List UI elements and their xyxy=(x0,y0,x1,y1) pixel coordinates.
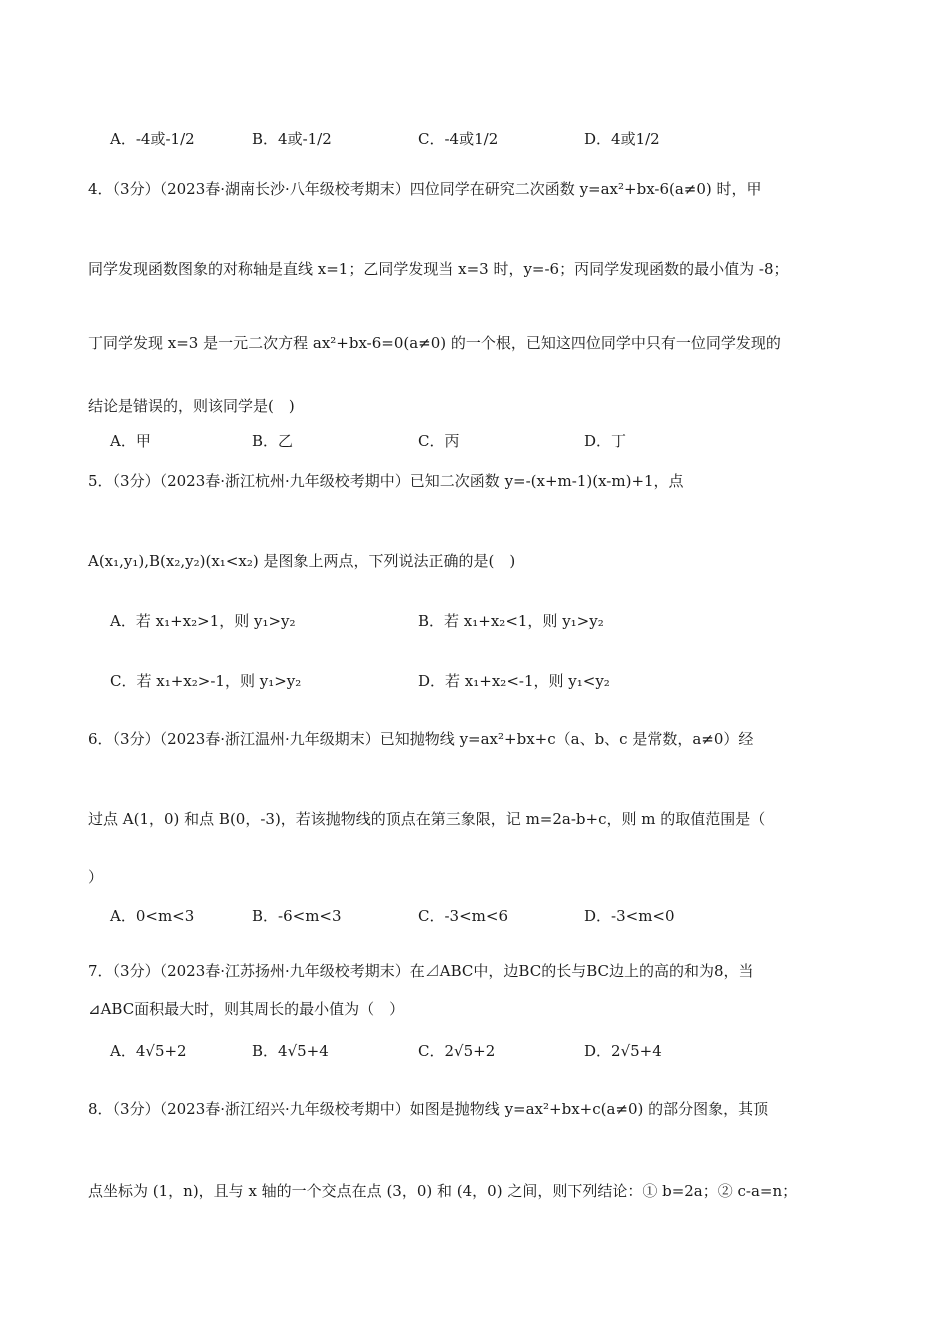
q6-option-b[interactable]: B．-6<m<3 xyxy=(252,907,342,925)
q6-option-a[interactable]: A．0<m<3 xyxy=(110,907,195,925)
q5-line-2: A(x₁,y₁),B(x₂,y₂)(x₁<x₂) 是图象上两点，下列说法正确的是( ) xyxy=(88,552,516,570)
q8-line-2: 点坐标为 (1，n)，且与 x 轴的一个交点在点 (3，0) 和 (4，0) 之间，则下列结论：① b=2a；② c-a=n； xyxy=(88,1182,798,1200)
q4-option-c[interactable]: C．丙 xyxy=(418,432,460,450)
q3-option-b[interactable]: B．4或-1/2 xyxy=(252,130,332,148)
q7-option-d[interactable]: D．2√5+4 xyxy=(584,1042,662,1060)
q5-option-b[interactable]: B．若 x₁+x₂<1，则 y₁>y₂ xyxy=(418,612,604,630)
q4-option-b[interactable]: B．乙 xyxy=(252,432,294,450)
q6-line-2: 过点 A(1，0) 和点 B(0，-3)，若该抛物线的顶点在第三象限，记 m=2a-b+c，则 m 的取值范围是（ xyxy=(88,810,766,828)
q7-option-a[interactable]: A．4√5+2 xyxy=(110,1042,187,1060)
q7-line-2: ⊿ABC面积最大时，则其周长的最小值为（ ） xyxy=(88,1000,405,1018)
q6-option-d[interactable]: D．-3<m<0 xyxy=(584,907,675,925)
q4-option-d[interactable]: D．丁 xyxy=(584,432,627,450)
q3-option-a[interactable]: A．-4或-1/2 xyxy=(110,130,195,148)
q5-option-d[interactable]: D．若 x₁+x₂<-1，则 y₁<y₂ xyxy=(418,672,610,690)
q5-line-1: 5．（3分）（2023春·浙江杭州·九年级校考期中）已知二次函数 y=-(x+m-1)(x-m)+1，点 xyxy=(88,472,684,490)
q7-option-c[interactable]: C．2√5+2 xyxy=(418,1042,496,1060)
q4-line-2: 同学发现函数图象的对称轴是直线 x=1；乙同学发现当 x=3 时，y=-6；丙同学发现函数的最小值为 -8； xyxy=(88,260,789,278)
q4-option-a[interactable]: A．甲 xyxy=(110,432,151,450)
q3-option-d[interactable]: D．4或1/2 xyxy=(584,130,660,148)
q4-line-4: 结论是错误的，则该同学是( ) xyxy=(88,397,295,415)
q7-line-1: 7．（3分）（2023春·江苏扬州·九年级校考期末）在⊿ABC中，边BC的长与BC边上的高的和为8，当 xyxy=(88,962,754,980)
q8-line-1: 8．（3分）（2023春·浙江绍兴·九年级校考期中）如图是抛物线 y=ax²+bx+c(a≠0) 的部分图象，其顶 xyxy=(88,1100,769,1118)
q6-line-1: 6．（3分）（2023春·浙江温州·九年级期末）已知抛物线 y=ax²+bx+c（a、b、c 是常数，a≠0）经 xyxy=(88,730,754,748)
q7-option-b[interactable]: B．4√5+4 xyxy=(252,1042,329,1060)
q3-option-c[interactable]: C．-4或1/2 xyxy=(418,130,499,148)
q4-line-1: 4．（3分）（2023春·湖南长沙·八年级校考期末）四位同学在研究二次函数 y=ax²+bx-6(a≠0) 时，甲 xyxy=(88,180,762,198)
q5-option-a[interactable]: A．若 x₁+x₂>1，则 y₁>y₂ xyxy=(110,612,296,630)
q5-option-c[interactable]: C．若 x₁+x₂>-1，则 y₁>y₂ xyxy=(110,672,302,690)
q6-option-c[interactable]: C．-3<m<6 xyxy=(418,907,508,925)
q4-line-3: 丁同学发现 x=3 是一元二次方程 ax²+bx-6=0(a≠0) 的一个根，已知这四位同学中只有一位同学发现的 xyxy=(88,334,781,352)
q6-line-3: ） xyxy=(88,868,104,886)
